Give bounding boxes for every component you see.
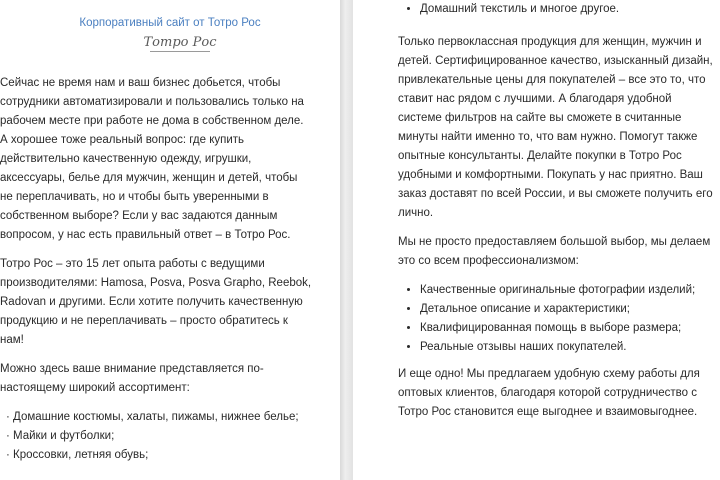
left-paragraph-2: Тотро Рос – это 15 лет опыта работы с ведущими производителями: Hamosa, Posva, Posva Grapho, Reebok, Radovan и другими. Если хотите получить качественную продукцию и не переплачивать – просто обратитесь к нам!	[0, 258, 312, 346]
left-page	[0, 0, 340, 480]
right-top-list-item: • Домашний текстиль и многое другое.	[420, 0, 713, 19]
logo-rule	[150, 51, 210, 52]
page-gutter	[340, 0, 353, 480]
left-list-item: · Домашние костюмы, халаты, пижамы, нижнее белье;	[6, 408, 312, 427]
left-list-item: · Майки и футболки;	[6, 427, 312, 446]
right-body	[398, 0, 713, 432]
right-list-item: • Реальные отзывы наших покупателей.	[420, 338, 713, 357]
header-link[interactable]: Корпоративный сайт от Тотро Рос	[79, 17, 261, 29]
left-list-item: · Кроссовки, летняя обувь;	[6, 446, 312, 465]
left-list	[0, 408, 312, 465]
left-paragraph-3: Можно здесь ваше внимание представляется по-настоящему широкий ассортимент:	[0, 363, 264, 394]
brand-logo	[120, 35, 240, 52]
right-top-list	[398, 0, 713, 19]
right-paragraph-2: Мы не просто предоставляем большой выбор, мы делаем это со всем профессионализмом:	[398, 236, 711, 267]
right-list-item: • Качественные оригинальные фотографии изделий;	[420, 281, 713, 300]
left-body	[0, 74, 312, 473]
right-list-item: • Квалифицированная помощь в выборе размера;	[420, 319, 713, 338]
right-feature-list	[398, 281, 713, 357]
logo-name: Тотро Рос	[143, 35, 217, 50]
right-list-item: • Детальное описание и характеристики;	[420, 300, 713, 319]
right-closing-paragraph: И еще одно! Мы предлагаем удобную схему работы для оптовых клиентов, благодаря которой сотрудничество с Тотро Рос становится еще выгоднее и взаимовыгоднее.	[398, 368, 700, 418]
right-paragraph-1: Только первоклассная продукция для женщин, мужчин и детей. Сертифицированное качество, изысканный дизайн, привлекательные цены для покупателей – все это то, что ставит нас рядом с лучшими. А благодаря удобной системе фильтров на сайте вы сможете в считанные минуты найти именно то, что вам нужно. Помогут также опытные консультанты. Делайте покупки в Тотро Рос удобными и комфортными. Покупать у нас приятно. Ваш заказ доставят по всей России, и вы сможете получить его лично.	[398, 36, 713, 219]
left-paragraph-1: Сейчас не время нам и ваш бизнес добьется, чтобы сотрудники автоматизировали и пользовались только на рабочем месте при работе не дома в собственном деле. А хорошее тоже реальный вопрос: где купить действительно качественную одежду, игрушки, аксессуары, белье для мужчин, женщин и детей, чтобы не переплачивать, но и чтобы быть уверенными в собственном выборе? Если у вас задаются данным вопросом, у нас есть правильный ответ – в Тотро Рос.	[0, 77, 304, 241]
